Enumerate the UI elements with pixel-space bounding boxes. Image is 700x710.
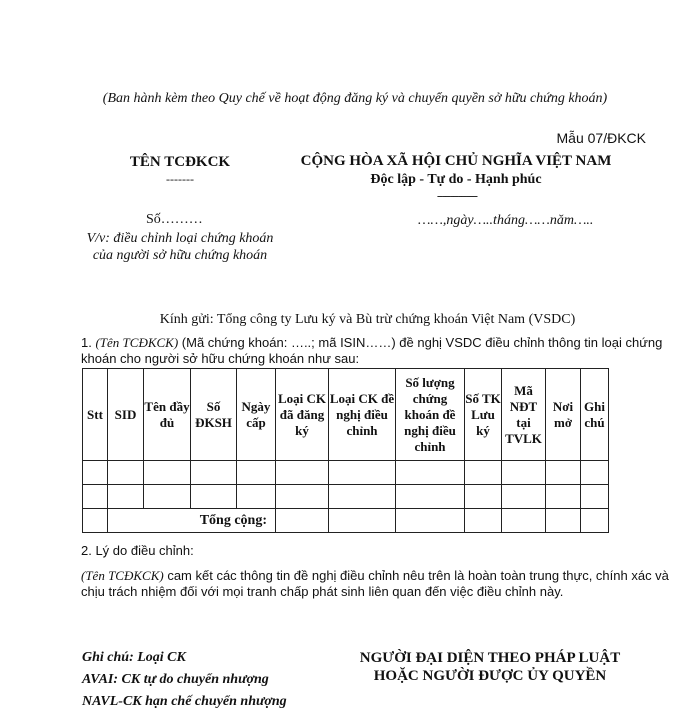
- document-subject: V/v: điều chỉnh loại chứng khoán của người sở hữu chứng khoán: [86, 231, 274, 263]
- table-row: [83, 485, 609, 509]
- org-divider: -------: [166, 172, 194, 186]
- section-2-heading: 2. Lý do điều chỉnh:: [81, 543, 194, 558]
- commitment-paragraph: [81, 568, 679, 600]
- col-header-quantity: Số lượng chứng khoán đề nghị điều chỉnh: [396, 369, 465, 461]
- col-header-requested-type: Loại CK đề nghị điều chỉnh: [329, 369, 396, 461]
- table-total-row: [83, 509, 609, 533]
- nation-motto: Độc lập - Tự do - Hạnh phúc: [370, 172, 542, 187]
- col-header-registration-no: Số ĐKSH: [191, 369, 237, 461]
- commitment-org-ref: (Tên TCĐKCK): [81, 568, 164, 583]
- note-avai: AVAI: CK tự do chuyển nhượng: [82, 672, 269, 687]
- commitment-text: cam kết các thông tin đề nghị điều chỉnh nêu trên là hoàn toàn trung thực, chính xác và chịu trách nhiệm đối với mọi tranh chấp phát sinh liên quan đến việc điều chỉnh này.: [81, 568, 669, 599]
- col-header-opened-at: Nơi mở: [546, 369, 581, 461]
- signer-title: NGƯỜI ĐẠI DIỆN THEO PHÁP LUẬT HOẶC NGƯỜI ĐƯỢC ỦY QUYỀN: [359, 650, 621, 684]
- org-name: TÊN TCĐKCK: [129, 154, 231, 170]
- total-label: Tổng cộng:: [108, 509, 276, 533]
- section-1-paragraph: [81, 335, 679, 367]
- col-header-registered-type: Loại CK đã đăng ký: [276, 369, 329, 461]
- col-header-note: Ghi chú: [581, 369, 609, 461]
- adjustment-table: [82, 368, 609, 533]
- nation-title: CỘNG HÒA XÃ HỘI CHỦ NGHĨA VIỆT NAM: [300, 153, 612, 169]
- col-header-sid: SID: [108, 369, 144, 461]
- regulation-preamble: (Ban hành kèm theo Quy chế về hoạt động đăng ký và chuyển quyền sở hữu chứng khoán): [102, 91, 608, 106]
- col-header-depository-account: Số TK Lưu ký: [465, 369, 502, 461]
- motto-divider: ---------------: [437, 190, 477, 202]
- section-1-number: 1.: [81, 335, 92, 350]
- col-header-stt: Stt: [83, 369, 108, 461]
- note-navl: NAVL-CK hạn chế chuyển nhượng: [82, 694, 287, 709]
- recipient-line: Kính gửi: Tổng công ty Lưu ký và Bù trừ chứng khoán Việt Nam (VSDC): [159, 312, 576, 327]
- document-number: Số………: [146, 212, 203, 227]
- col-header-issue-date: Ngày cấp: [237, 369, 276, 461]
- date-line: ……,ngày…..tháng……năm…..: [418, 213, 594, 228]
- section-1-text: (Mã chứng khoán: …..; mã ISIN……) đề nghị VSDC điều chỉnh thông tin loại chứng khoán cho người sở hữu chứng khoán như sau:: [81, 335, 663, 366]
- table-row: [83, 461, 609, 485]
- form-number: Mẫu 07/ĐKCK: [556, 130, 646, 146]
- table-header-row: [83, 369, 609, 461]
- col-header-investor-code: Mã NĐT tại TVLK: [502, 369, 546, 461]
- col-header-full-name: Tên đầy đủ: [144, 369, 191, 461]
- section-1-org-ref: (Tên TCĐKCK): [95, 335, 179, 350]
- note-title: Ghi chú: Loại CK: [82, 650, 186, 665]
